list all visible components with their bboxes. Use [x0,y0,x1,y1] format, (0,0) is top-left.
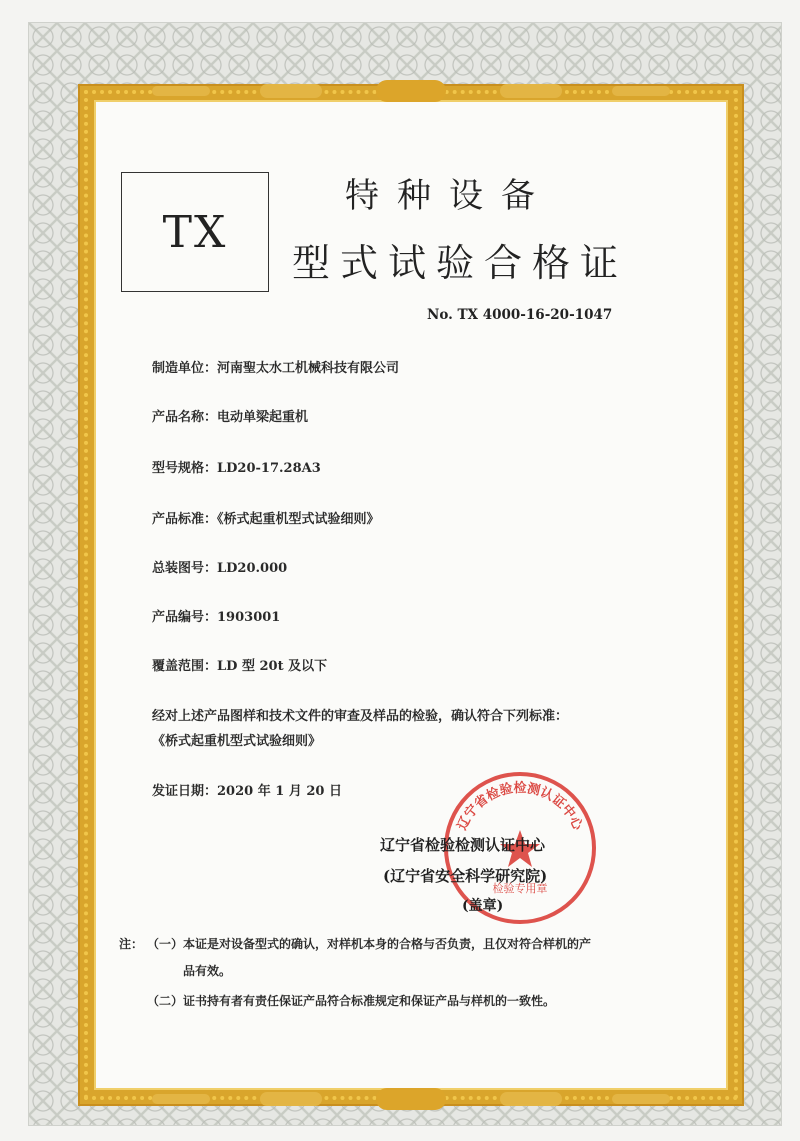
type-code: TX [162,206,228,258]
note-item1-line1: （一）本证是对设备型式的确认，对样机本身的合格与否负责，且仅对符合样机的产 [147,937,592,951]
note-item2: （二）证书持有者有责任保证产品符合标准规定和保证产品与样机的一致性。 [147,994,556,1008]
field-product-number [152,606,280,625]
seal-ring-text: 辽宁省检验检测认证中心 [454,781,586,833]
issuer-subname: (辽宁省安全科学研究院) [383,867,548,885]
field-product-name [152,406,308,425]
field-label: 产品编号： [152,610,218,625]
field-value: 河南聖太水工机械科技有限公司 [217,361,400,376]
notes-prefix: 注： [119,937,144,951]
field-label: 产品标准： [152,512,218,527]
top-ornament [376,80,446,102]
note-item1-line2: 品有效。 [183,964,232,978]
field-value: 1903001 [217,610,281,625]
issuer-seal-note: (盖章) [462,898,504,914]
field-issue-date [152,780,342,799]
field-label: 发证日期： [152,784,218,799]
field-label: 制造单位： [152,361,218,376]
statement-line2: 《桥式起重机型式试验细则》 [152,734,322,749]
field-value: LD20-17.28A3 [217,461,321,476]
bottom-ornament [376,1088,446,1110]
certificate-number: No. TX 4000-16-20-1047 [427,307,613,323]
statement-line1: 经对上述产品图样和技术文件的审查及样品的检验，确认符合下列标准： [152,709,569,724]
field-drawing-number [152,557,287,576]
type-code-box [121,172,269,292]
issuer-name: 辽宁省检验检测认证中心 [380,836,546,854]
certificate-title-line1: 特种设备 [345,176,553,216]
field-coverage [152,655,327,674]
field-value: 《桥式起重机型式试验细则》 [217,512,380,527]
field-value: LD20.000 [217,561,288,576]
field-manufacturer [152,357,399,376]
certificate-title-line2: 型式试验合格证 [292,241,629,285]
field-model [152,457,321,476]
field-standard [152,508,380,527]
field-label: 型号规格： [152,461,218,476]
field-label: 总装图号： [152,561,218,576]
seal-inner-text: 检验专用章 [492,882,548,895]
field-value: 电动单梁起重机 [217,410,309,425]
field-label: 产品名称： [152,410,218,425]
field-value: LD 型 20t 及以下 [217,659,328,674]
field-value: 2020 年 1 月 20 日 [217,784,342,799]
field-label: 覆盖范围： [152,659,218,674]
